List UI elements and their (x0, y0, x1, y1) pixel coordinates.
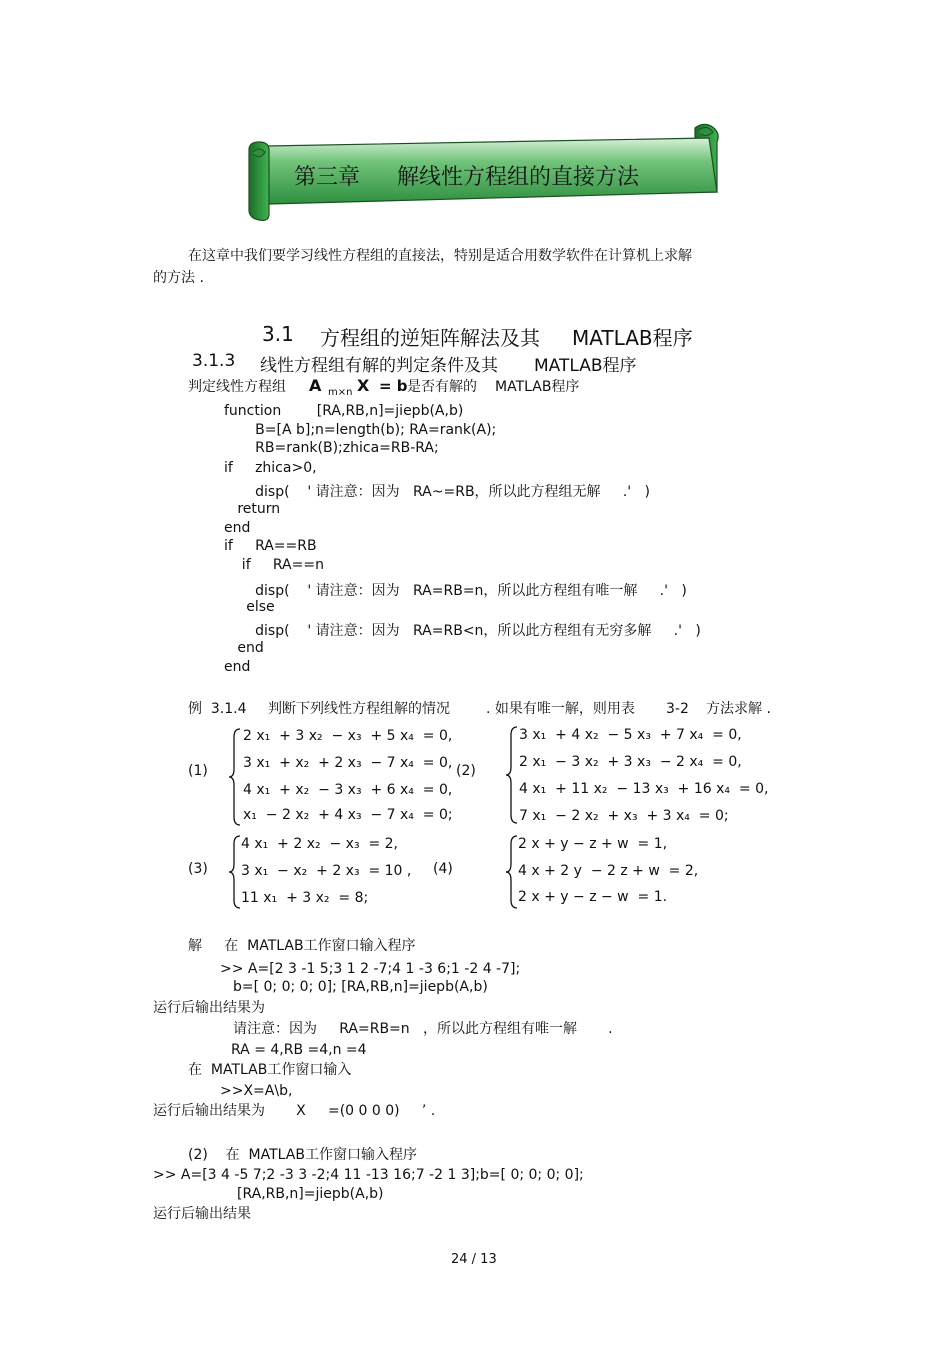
code-line-8: if RA==RB (224, 538, 317, 554)
solution-line-2: >> A=[2 3 -1 5;3 1 2 -7;4 1 -3 6;1 -2 4 -7]; (220, 961, 521, 977)
system-2-brace (505, 725, 519, 825)
solution-line-10: (2) 在 MATLAB工作窗口输入程序 (188, 1147, 417, 1163)
solution-line-3: b=[ 0; 0; 0; 0]; [RA,RB,n]=jiepb(A,b) (233, 979, 488, 995)
code-line-5: disp( ' 请注意：因为 RA~=RB，所以此方程组无解 .' ) (224, 484, 650, 500)
system-1-eq-1: 2 x₁ + 3 x₂ − x₃ + 5 x₄ = 0, (243, 728, 453, 744)
judge-prefix: 判定线性方程组 (188, 379, 286, 395)
system-3-brace (228, 834, 242, 910)
system-2-eq-1: 3 x₁ + 4 x₂ − 5 x₃ + 7 x₄ = 0, (519, 727, 742, 743)
solution-line-1: 解 在 MATLAB工作窗口输入程序 (188, 938, 416, 954)
code-line-4: if zhica>0, (224, 460, 317, 476)
solution-line-13: 运行后输出结果 (153, 1206, 251, 1222)
code-line-10: disp( ' 请注意：因为 RA=RB=n，所以此方程组有唯一解 .' ) (224, 583, 687, 599)
solution-line-4: 运行后输出结果为 (153, 1000, 265, 1016)
code-line-13: end (224, 640, 264, 656)
solution-line-8: >>X=A\b, (220, 1083, 293, 1099)
example-text-2: . 如果有唯一解，则用表 (486, 701, 635, 717)
chapter-title: 解线性方程组的直接方法 (397, 165, 640, 190)
judge-suffix: 是否有解的 (407, 379, 477, 395)
judge-subscript: m×n (328, 387, 353, 398)
judge-vector-x: X (357, 376, 370, 395)
system-3-label: (3) (188, 861, 208, 877)
system-2-eq-2: 2 x₁ − 3 x₂ + 3 x₃ − 2 x₄ = 0, (519, 754, 742, 770)
system-1-eq-3: 4 x₁ + x₂ − 3 x₃ + 6 x₄ = 0, (243, 782, 453, 798)
code-line-12: disp( ' 请注意：因为 RA=RB<n，所以此方程组有无穷多解 .' ) (224, 623, 701, 639)
example-table-ref: 3-2 (666, 701, 689, 717)
code-line-3: RB=rank(B);zhica=RB-RA; (224, 440, 439, 456)
subsection-suffix: MATLAB程序 (534, 356, 637, 376)
system-3-eq-3: 11 x₁ + 3 x₂ = 8; (241, 890, 369, 906)
system-4-label: (4) (433, 861, 453, 877)
code-line-6: return (224, 501, 281, 517)
judge-matlab: MATLAB程序 (495, 379, 580, 395)
section-title: 方程组的逆矩阵解法及其 (320, 326, 540, 350)
system-2-eq-4: 7 x₁ − 2 x₂ + x₃ + 3 x₄ = 0; (519, 808, 729, 824)
system-1-eq-4: x₁ − 2 x₂ + 4 x₃ − 7 x₄ = 0; (243, 807, 453, 823)
solution-line-9: 运行后输出结果为 X =(0 0 0 0) ’ . (153, 1103, 436, 1119)
example-label: 例 3.1.4 (188, 701, 247, 717)
example-text-3: 方法求解 . (706, 701, 771, 717)
system-1-brace (228, 727, 242, 827)
subsection-title: 线性方程组有解的判定条件及其 (260, 356, 498, 376)
system-4-eq-1: 2 x + y − z + w = 1, (518, 836, 668, 852)
code-line-9: if RA==n (224, 557, 324, 573)
intro-line-2: 的方法 . (153, 270, 204, 286)
section-suffix: MATLAB程序 (572, 326, 693, 350)
code-line-1: function [RA,RB,n]=jiepb(A,b) (224, 403, 464, 419)
solution-line-11: >> A=[3 4 -5 7;2 -3 3 -2;4 11 -13 16;7 -2 1 3];b=[ 0; 0; 0; 0]; (153, 1167, 584, 1183)
example-text: 判断下列线性方程组解的情况 (268, 701, 450, 717)
code-line-14: end (224, 659, 251, 675)
solution-line-6: RA = 4,RB =4,n =4 (231, 1042, 367, 1058)
system-4-eq-2: 4 x + 2 y − 2 z + w = 2, (518, 863, 699, 879)
solution-line-12: [RA,RB,n]=jiepb(A,b) (237, 1186, 384, 1202)
solution-line-7: 在 MATLAB工作窗口输入 (188, 1062, 352, 1078)
solution-line-5: 请注意：因为 RA=RB=n ，所以此方程组有唯一解 . (233, 1021, 613, 1037)
system-4-brace (505, 834, 519, 910)
system-1-label: (1) (188, 763, 208, 779)
intro-line-1: 在这章中我们要学习线性方程组的直接法，特别是适合用数学软件在计算机上求解 (188, 248, 692, 264)
system-3-eq-1: 4 x₁ + 2 x₂ − x₃ = 2, (241, 836, 399, 852)
page-number: 24 / 13 (451, 1252, 497, 1267)
system-1-eq-2: 3 x₁ + x₂ + 2 x₃ − 7 x₄ = 0, (243, 755, 453, 771)
code-line-2: B=[A b];n=length(b); RA=rank(A); (224, 422, 497, 438)
judge-matrix-a: A (309, 376, 322, 395)
system-2-eq-3: 4 x₁ + 11 x₂ − 13 x₃ + 16 x₄ = 0, (519, 781, 769, 797)
system-4-eq-3: 2 x + y − z − w = 1. (518, 889, 668, 905)
subsection-number: 3.1.3 (192, 351, 236, 371)
system-2-label: (2) (456, 763, 476, 779)
code-line-7: end (224, 520, 251, 536)
chapter-number: 第三章 (294, 165, 361, 190)
code-line-11: else (224, 599, 275, 615)
judge-equals-b: = b (379, 377, 408, 395)
system-3-eq-2: 3 x₁ − x₂ + 2 x₃ = 10 , (241, 863, 412, 879)
section-number: 3.1 (262, 322, 294, 346)
